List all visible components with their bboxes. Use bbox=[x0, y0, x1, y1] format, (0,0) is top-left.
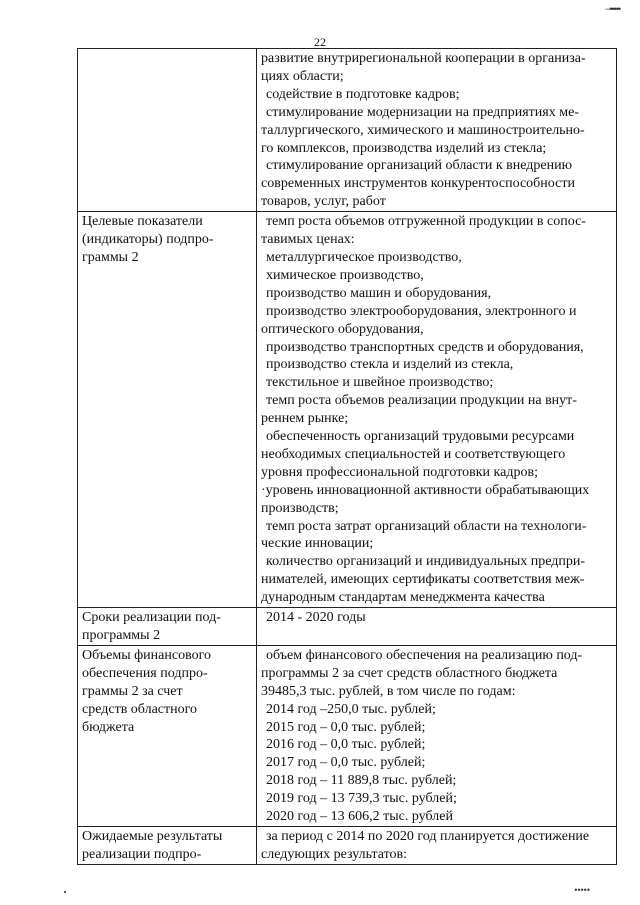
row-content-line: необходимых специальностей и соответствующего bbox=[261, 446, 566, 462]
row-label-line: граммы 2 за счет bbox=[82, 683, 183, 699]
row-content-line: 2015 год – 0,0 тыс. рублей; bbox=[266, 719, 426, 735]
row-label-line: реализации подпро- bbox=[82, 846, 202, 862]
row-content-line: циях области; bbox=[261, 68, 344, 84]
table-row bbox=[78, 212, 617, 608]
row-content-line: 2018 год – 11 889,8 тыс. рублей; bbox=[266, 773, 457, 789]
row-label-line: обеспечения подпро- bbox=[82, 665, 208, 681]
row-content-line: количество организаций и индивидуальных предпри- bbox=[266, 554, 586, 570]
row-content-line: тавимых ценах: bbox=[261, 232, 355, 248]
row-content-line: производство транспортных средств и оборудования, bbox=[266, 339, 584, 355]
row-content-line: 2019 год – 13 739,3 тыс. рублей; bbox=[266, 791, 457, 807]
row-content-line: содействие в подготовке кадров; bbox=[266, 86, 460, 102]
scan-dot bbox=[64, 891, 66, 893]
row-label-line: Целевые показатели bbox=[82, 214, 203, 230]
row-content-line: обеспеченность организаций трудовыми ресурсами bbox=[266, 429, 575, 445]
row-label-cell bbox=[78, 608, 257, 646]
row-label-line: граммы 2 bbox=[82, 249, 139, 265]
row-label-line: (индикаторы) подпро- bbox=[82, 232, 214, 248]
row-content-line: таллургического, химического и машиностроительно- bbox=[261, 122, 585, 138]
row-content-line: современных инструментов конкурентоспособности bbox=[261, 176, 575, 192]
row-label-line: бюджета bbox=[82, 719, 135, 735]
row-content-line: текстильное и швейное производство; bbox=[266, 375, 494, 391]
row-label-line: Сроки реализации под- bbox=[82, 610, 221, 626]
row-content-line: металлургическое производство, bbox=[266, 249, 462, 265]
row-label-cell bbox=[78, 645, 257, 826]
row-label-cell bbox=[78, 826, 257, 864]
row-content-line: нимателей, имеющих сертификаты соответствия меж- bbox=[261, 572, 585, 588]
row-content-line: 2016 год – 0,0 тыс. рублей; bbox=[266, 737, 426, 753]
table-row bbox=[78, 645, 617, 826]
row-content-line: го комплексов, производства изделий из стекла; bbox=[261, 140, 547, 156]
row-content-line: программы 2 за счет средств областного бюджета bbox=[261, 665, 558, 681]
row-content-line: развитие внутрирегиональной кооперации в организа- bbox=[261, 51, 586, 66]
row-content-line: за период с 2014 по 2020 год планируется достижение bbox=[266, 828, 590, 844]
row-content-cell bbox=[257, 826, 617, 864]
page-number: 22 bbox=[314, 35, 326, 49]
row-content-cell bbox=[257, 49, 617, 212]
row-content-line: ческие инновации; bbox=[261, 536, 374, 552]
row-content-line: следующих результатов: bbox=[261, 846, 408, 862]
row-label-line: Объемы финансового bbox=[82, 647, 211, 663]
row-content-cell bbox=[257, 645, 617, 826]
row-label-cell bbox=[78, 49, 257, 212]
table-row bbox=[78, 826, 617, 864]
row-content-line: темп роста затрат организаций области на технологи- bbox=[266, 518, 587, 534]
row-label-line: средств областного bbox=[82, 701, 198, 717]
subprogram-passport-table bbox=[77, 48, 617, 865]
row-content-line: 2014 год –250,0 тыс. рублей; bbox=[266, 701, 436, 717]
row-content-line: производство электрооборудования, электронного и bbox=[266, 303, 577, 319]
row-label-line: Ожидаемые результаты bbox=[82, 828, 223, 844]
row-content-line: объем финансового обеспечения на реализацию под- bbox=[266, 647, 583, 663]
row-content-line: производство стекла и изделий из стекла, bbox=[266, 357, 514, 373]
row-content-line: стимулирование модернизации на предприятиях ме- bbox=[266, 104, 579, 120]
row-content-line: производств; bbox=[261, 500, 339, 516]
row-label-cell bbox=[78, 212, 257, 608]
table-row bbox=[78, 608, 617, 646]
bottom-scan-mark: ••••• bbox=[574, 885, 590, 895]
row-content-line: реннем рынке; bbox=[261, 411, 349, 427]
row-content-line: товаров, услуг, работ bbox=[261, 194, 386, 210]
corner-scan-mark: −••••• bbox=[604, 4, 620, 14]
row-content-line: производство машин и оборудования, bbox=[266, 285, 492, 301]
row-content-cell bbox=[257, 212, 617, 608]
row-content-line: 2020 год – 13 606,2 тыс. рублей bbox=[266, 809, 453, 825]
row-content-line: 39485,3 тыс. рублей, в том числе по годам: bbox=[261, 683, 516, 699]
row-content-cell bbox=[257, 608, 617, 646]
row-content-line: ·уровень инновационной активности обрабатывающих bbox=[261, 482, 590, 498]
table-row bbox=[78, 49, 617, 212]
row-label-line: программы 2 bbox=[82, 628, 161, 643]
row-content-line: темп роста объемов отгруженной продукции в сопос- bbox=[266, 214, 586, 230]
row-content-line: химическое производство, bbox=[266, 267, 424, 283]
row-content-line: темп роста объемов реализации продукции на внут- bbox=[266, 393, 577, 409]
row-content-line: уровня профессиональной подготовки кадров; bbox=[261, 464, 538, 480]
row-content-line: стимулирование организаций области к внедрению bbox=[266, 158, 573, 174]
row-content-line: оптического оборудования, bbox=[261, 321, 424, 337]
row-content-line: дународным стандартам менеджмента качества bbox=[261, 590, 545, 606]
row-content-line: 2017 год – 0,0 тыс. рублей; bbox=[266, 755, 426, 771]
row-content-line: 2014 - 2020 годы bbox=[266, 610, 366, 626]
